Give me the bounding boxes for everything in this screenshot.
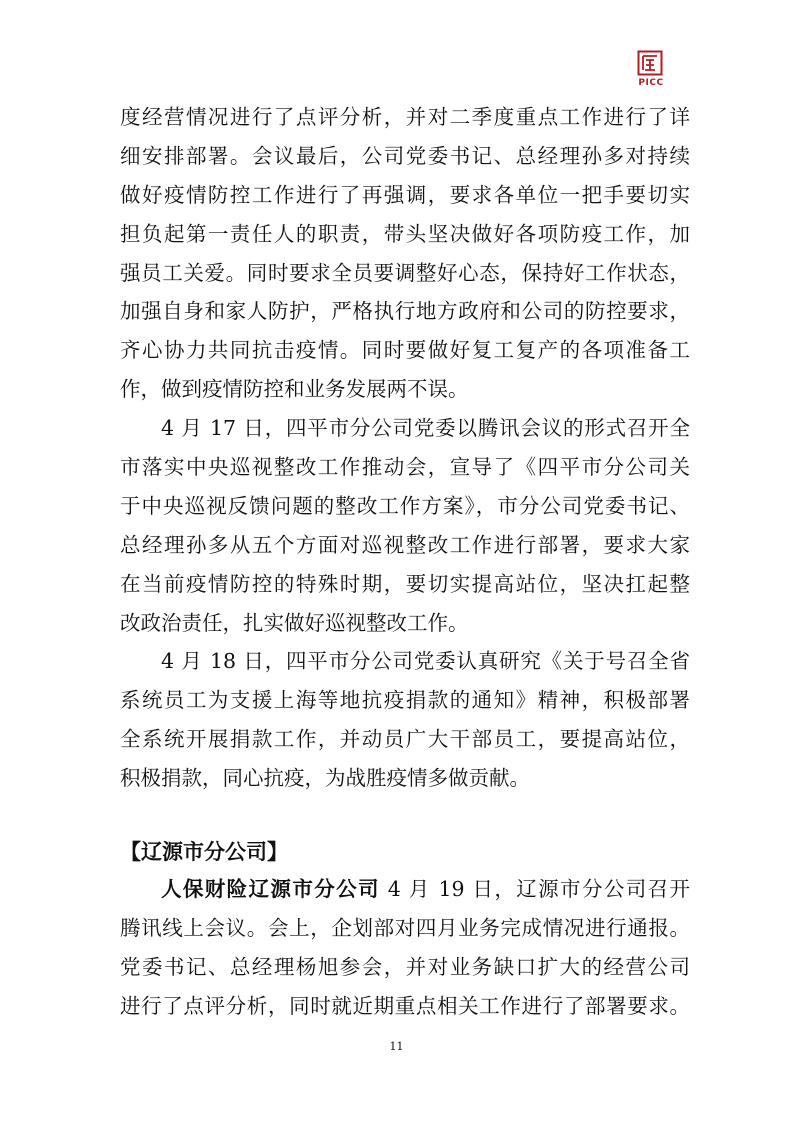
body-line: 做好疫情防控工作进行了再强调，要求各单位一把手要切实: [120, 182, 690, 207]
body-line: 市落实中央巡视整改工作推动会，宣导了《四平市分公司关: [120, 455, 690, 480]
body-line: 总经理孙多从五个方面对巡视整改工作进行部署，要求大家: [120, 532, 690, 557]
body-line: 加强自身和家人防护，严格执行地方政府和公司的防控要求，: [120, 299, 690, 324]
picc-logo: [633, 50, 669, 90]
body-line: 全系统开展捐款工作，并动员广大干部员工，要提高站位，: [120, 727, 690, 752]
logo-text: PICC: [638, 78, 664, 88]
body-line: 腾讯线上会议。会上，企划部对四月业务完成情况进行通报。: [120, 915, 690, 940]
body-line: 党委书记、总经理杨旭参会，并对业务缺口扩大的经营公司: [120, 954, 690, 979]
section-gap: [120, 798, 690, 834]
body-line: 担负起第一责任人的职责，带头坚决做好各项防疫工作，加: [120, 221, 690, 246]
body-line: 积极捐款，同心抗疫，为战胜疫情多做贡献。: [120, 766, 530, 791]
body-line: 度经营情况进行了点评分析，并对二季度重点工作进行了详: [120, 105, 690, 129]
section-lead-bold: 人保财险辽源市分公司: [161, 877, 380, 902]
body-line: 4 月 18 日，四平市分公司党委认真研究《关于号召全省: [161, 649, 690, 674]
body-line: 4 月 17 日，四平市分公司党委以腾讯会议的形式召开全: [161, 416, 690, 441]
section-heading: 【辽源市分公司】: [120, 840, 288, 865]
body-line: 改政治责任，扎实做好巡视整改工作。: [120, 610, 469, 635]
body-line: 齐心协力共同抗击疫情。同时要做好复工复产的各项准备工: [120, 338, 690, 363]
page-number: 11: [389, 1040, 404, 1053]
body-line: 强员工关爱。同时要求全员要调整好心态，保持好工作状态，: [120, 260, 690, 285]
body-line: 作，做到疫情防控和业务发展两不误。: [120, 377, 469, 402]
body-line: 系统员工为支援上海等地抗疫捐款的通知》精神，积极部署: [120, 688, 690, 713]
document-body: [120, 98, 690, 1026]
section-lead-line: [120, 870, 690, 909]
picc-seal-icon: [637, 50, 663, 76]
section-lead-rest: 4 月 19 日，辽源市分公司召开: [379, 877, 690, 902]
body-line: 在当前疫情防控的特殊时期，要切实提高站位，坚决扛起整: [120, 571, 690, 596]
body-line: 于中央巡视反馈问题的整改工作方案》，市分公司党委书记、: [120, 493, 690, 518]
body-line: 细安排部署。会议最后，公司党委书记、总经理孙多对持续: [120, 143, 690, 168]
body-line: 进行了点评分析，同时就近期重点相关工作进行了部署要求。: [120, 993, 690, 1018]
